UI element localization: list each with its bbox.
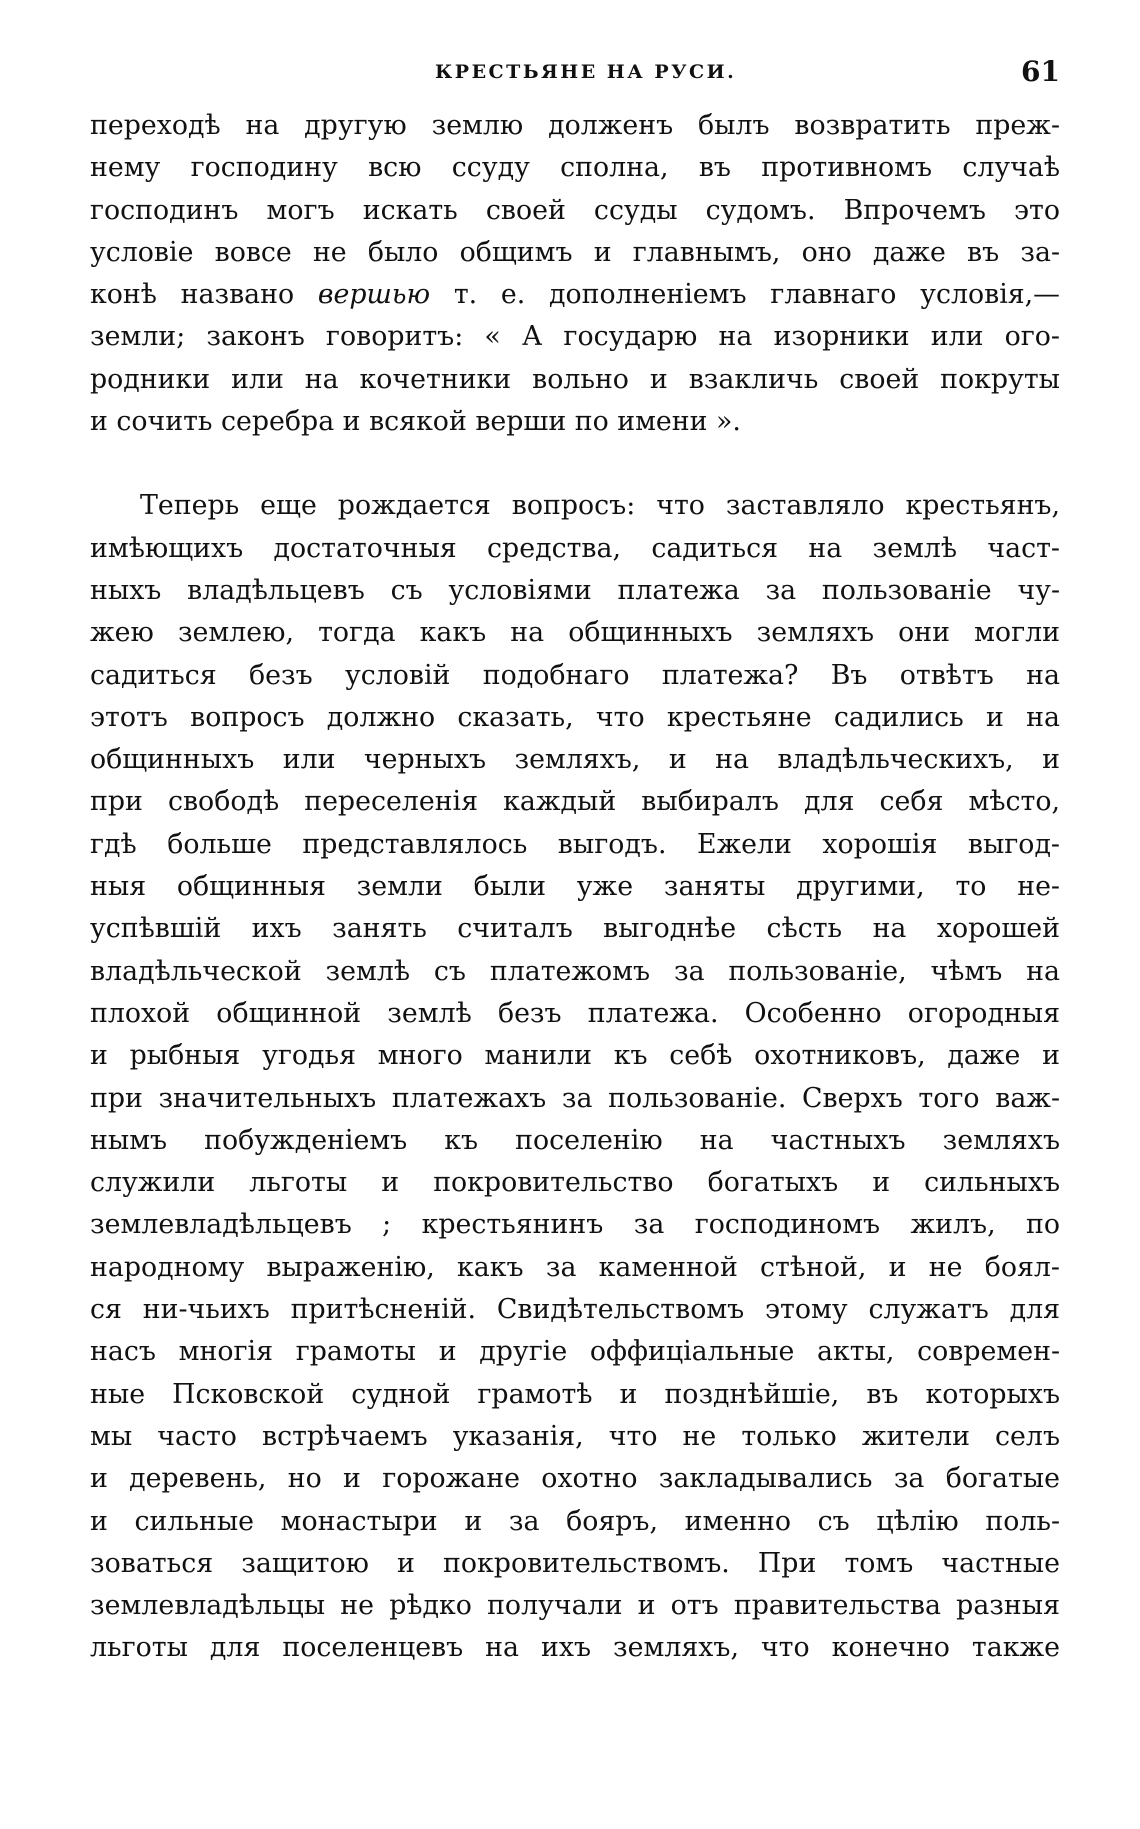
book-page [90,55,1060,1670]
text-line: и сочить серебра и всякой верши по имени ». [90,406,741,438]
text-line: владѣльческой землѣ съ платежомъ за пользованіе, чѣмъ на [90,955,1060,987]
text-line: и сильные монастыри и за бояръ, именно съ цѣлію поль- [90,1505,1060,1537]
text-line: переходѣ на другую землю долженъ былъ возвратить преж- [90,110,1060,141]
text-line: родники или на кочетники вольно и взакличь своей покруты [90,363,1060,395]
text-line: ные Псковской судной грамотѣ и позднѣйшіе, въ которыхъ [90,1378,1060,1410]
text-line: ныхъ владѣльцевъ съ условіями платежа за пользованіе чу- [90,574,1060,606]
text-line: земли; законъ говоритъ: « А государю на изорники или ого- [90,321,1060,353]
text-line: народному выраженію, какъ за каменной стѣной, и не боял- [90,1251,1060,1283]
text-line: насъ многія грамоты и другіе оффиціальные акты, современ- [90,1336,1060,1368]
text-line: Теперь еще рождается вопросъ: что заставляло крестьянъ, [140,490,1060,522]
text-line: землевладѣльцевъ ; крестьянинъ за господиномъ жилъ, по [90,1209,1060,1241]
text-line: общинныхъ или черныхъ земляхъ, и на владѣльческихъ, и [90,744,1060,776]
text-line: при значительныхъ платежахъ за пользованіе. Сверхъ того важ- [90,1082,1060,1114]
text-line: успѣвшій ихъ занять считалъ выгоднѣе сѣсть на хорошей [90,913,1060,945]
text-line: мы часто встрѣчаемъ указанія, что не только жители селъ [90,1420,1060,1452]
text-line: и рыбныя угодья много манили къ себѣ охотниковъ, даже и [90,1040,1060,1072]
text-line: ныя общинныя земли были уже заняты другими, то не- [90,871,1060,903]
page-number: 61 [1021,55,1060,88]
paragraph-1 [90,105,1060,443]
text-line: зоваться защитою и покровительствомъ. При томъ частные [90,1547,1060,1579]
text-line: плохой общинной землѣ безъ платежа. Особенно огородныя [90,997,1060,1029]
text-line: нымъ побужденіемъ къ поселенію на частныхъ земляхъ [90,1124,1060,1156]
italic-word: вершью [317,279,431,311]
text-line: имѣющихъ достаточныя средства, садиться на землѣ част- [90,532,1060,564]
text-line: гдѣ больше представлялось выгодъ. Ежели хорошія выгод- [90,828,1060,860]
text-line: условіе вовсе не было общимъ и главнымъ, оно даже въ за- [90,236,1060,268]
text-line: при свободѣ переселенія каждый выбиралъ для себя мѣсто, [90,786,1060,818]
text-line: нему господину всю ссуду сполна, въ противномъ случаѣ [90,152,1060,184]
text-line: жею землею, тогда какъ на общинныхъ земляхъ они могли [90,617,1060,649]
text-line: служили льготы и покровительство богатыхъ и сильныхъ [90,1167,1060,1199]
text-line: льготы для поселенцевъ на ихъ земляхъ, что конечно также [90,1632,1060,1664]
paragraph-gap [90,443,1060,485]
text-line: этотъ вопросъ должно сказать, что крестьяне садились и на [90,701,1060,733]
text-line: ся ни-чьихъ притѣсненій. Свидѣтельствомъ этому служатъ для [90,1294,1060,1326]
text-line: садиться безъ условій подобнаго платежа? Въ отвѣтъ на [90,659,1060,691]
text-line: конѣ названо вершью т. е. дополненіемъ главнаго условія,— [90,279,1060,311]
page-header [90,55,1060,105]
text-line: землевладѣльцы не рѣдко получали и отъ правительства разныя [90,1590,1060,1622]
text-line: господинъ могъ искать своей ссуды судомъ. Впрочемъ это [90,194,1060,226]
paragraph-2 [90,485,1060,1669]
text-line: и деревень, но и горожане охотно закладывались за богатые [90,1463,1060,1495]
running-head: КРЕСТЬЯНЕ НА РУСИ. [435,61,737,83]
